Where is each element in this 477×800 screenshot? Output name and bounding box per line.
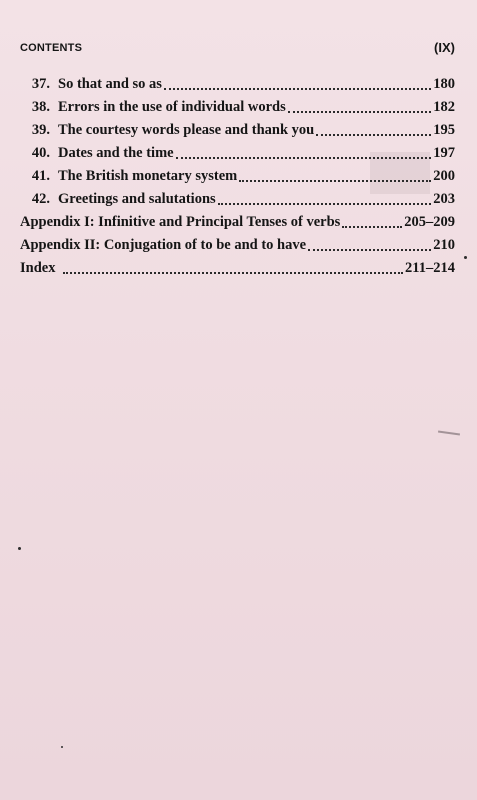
- toc-entry-title: The courtesy words please and thank you: [58, 122, 315, 138]
- toc-entry-number: 39.: [31, 122, 50, 138]
- dot-leader: [164, 88, 431, 90]
- appendix-label: Appendix II: [20, 237, 96, 253]
- toc-index-entry: [20, 254, 455, 277]
- scratch-mark: [438, 430, 460, 435]
- toc-entry: [20, 70, 455, 93]
- toc-entry: [20, 93, 455, 116]
- toc-entry-number: 37.: [31, 76, 50, 92]
- toc-entry-number: 42.: [31, 191, 50, 207]
- ink-speck: [18, 547, 21, 550]
- toc-entry-page: 200: [433, 168, 455, 184]
- toc-entry-page: 182: [433, 99, 455, 115]
- dot-leader: [342, 226, 402, 228]
- running-header: [20, 40, 455, 62]
- toc-entry-title: Errors in the use of individual words: [58, 99, 286, 115]
- index-page: 211–214: [405, 260, 455, 276]
- appendix-label: Appendix I: [20, 214, 90, 230]
- toc-entry-page: 195: [433, 122, 455, 138]
- appendix-page: 205–209: [404, 214, 455, 230]
- toc-appendix-entry: [20, 231, 455, 254]
- dot-leader: [63, 272, 403, 274]
- dot-leader: [308, 249, 431, 251]
- toc-appendix-entry: [20, 208, 455, 231]
- ink-speck: [61, 746, 63, 748]
- toc-entry-page: 203: [433, 191, 455, 207]
- header-page-number: (IX): [434, 40, 455, 55]
- dot-leader: [288, 111, 432, 113]
- toc-entry-title: So that and so as: [58, 76, 162, 92]
- ink-speck: [464, 256, 467, 259]
- toc-entry-number: 41.: [31, 168, 50, 184]
- dot-leader: [316, 134, 431, 136]
- toc-entry: [20, 116, 455, 139]
- appendix-page: 210: [433, 237, 455, 253]
- toc-entry-title: The British monetary system: [58, 168, 238, 184]
- dot-leader: [176, 157, 432, 159]
- toc-entry-number: 40.: [31, 145, 50, 161]
- toc-entry-page: 197: [433, 145, 455, 161]
- dot-leader: [218, 203, 432, 205]
- toc-entry-page: 180: [433, 76, 455, 92]
- header-section-title: CONTENTS: [20, 42, 83, 54]
- dot-leader: [239, 180, 431, 182]
- toc-entry-title: Greetings and salutations: [58, 191, 216, 207]
- appendix-title: : Conjugation of to be and to have: [95, 237, 307, 253]
- appendix-title: : Infinitive and Principal Tenses of verbs: [89, 214, 341, 230]
- index-label: Index: [20, 260, 56, 276]
- toc-entry: [20, 185, 455, 208]
- toc-entry: [20, 139, 455, 162]
- toc-entry-title: Dates and the time: [58, 145, 174, 161]
- table-of-contents: [20, 70, 455, 277]
- toc-entry-number: 38.: [31, 99, 50, 115]
- toc-entry: [20, 162, 455, 185]
